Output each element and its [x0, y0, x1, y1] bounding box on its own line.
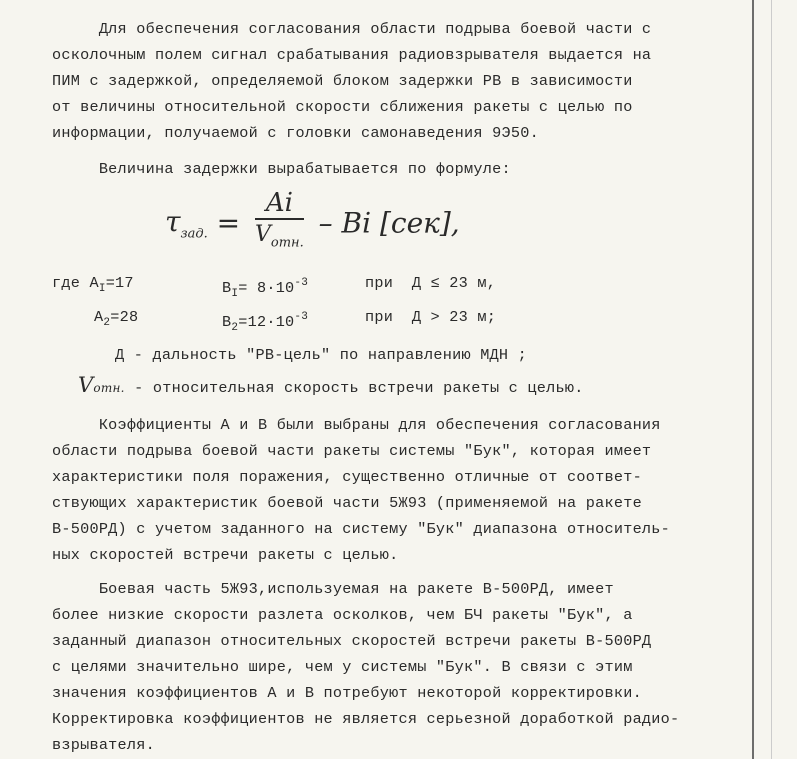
paragraph-line: Коэффициенты А и В были выбраны для обеспечения согласования: [52, 416, 661, 434]
condition-1: при Д ≤ 23 м,: [365, 274, 497, 292]
formula-rest: – Bi [сек],: [318, 206, 460, 240]
delay-formula: $\tau_{зад.}$ = $\frac{Ai}{V_{отн.}}$ – Bi [сек],: [165, 190, 460, 256]
definition-v: Vотн. - относительная скорость встречи ракеты с целью.: [78, 373, 584, 397]
definition-d: Д - дальность "РВ-цель" по направлению МДН ;: [115, 346, 528, 364]
formula-fraction: [255, 190, 304, 256]
paragraph-line: ПИМ с задержкой, определяемой блоком задержки РВ в зависимости: [52, 72, 633, 90]
paragraph-line: ных скоростей встречи ракеты с целью.: [52, 546, 399, 564]
paragraph-line: области подрыва боевой части ракеты системы "Бук", которая имеет: [52, 442, 652, 460]
paragraph-line: с целями значительно шире, чем у системы "Бук". В связи с этим: [52, 658, 633, 676]
paragraph-line: информации, получаемой с головки самонаведения 9Э50.: [52, 124, 539, 142]
page-edge-line: [752, 0, 754, 759]
formula-lhs: $\tau_{зад.}$: [165, 204, 208, 242]
paragraph-line: осколочным полем сигнал срабатывания радиовзрывателя выдается на: [52, 46, 652, 64]
paragraph-line: ствующих характеристик боевой части 5Ж93 (применяемой на ракете: [52, 494, 642, 512]
paragraph-line: заданный диапазон относительных скоростей встречи ракеты В-500РД: [52, 632, 652, 650]
formula-numerator: Ai: [255, 190, 304, 220]
paragraph-line: Для обеспечения согласования области подрыва боевой части с: [52, 20, 652, 38]
formula-denominator: $V_{отн.}$: [255, 222, 304, 251]
paragraph-line: от величины относительной скорости сближения ракеты с целью по: [52, 98, 633, 116]
paragraph-line: взрывателя.: [52, 736, 156, 754]
paragraph-line: Корректировка коэффициентов не является серьезной доработкой радио-: [52, 710, 680, 728]
coefficient-row-1: где $A_I=17$: [52, 274, 134, 295]
coefficient-b-1: $B_I= 8\cdot 10^{-3}$: [222, 277, 309, 300]
paragraph-line: Боевая часть 5Ж93,используемая на ракете В-500РД, имеет: [52, 580, 614, 598]
condition-2: при Д > 23 м;: [365, 308, 497, 326]
paragraph-line: В-500РД) с учетом заданного на систему "Бук" диапазона относитель-: [52, 520, 671, 538]
coefficient-b-2: $B_2=12\cdot 10^{-3}$: [222, 311, 309, 334]
paragraph-line: характеристики поля поражения, существенно отличные от соответ-: [52, 468, 642, 486]
paragraph-line: значения коэффициентов А и В потребуют некоторой корректировки.: [52, 684, 642, 702]
coefficient-row-2: $A_2=28$: [94, 308, 139, 329]
paragraph-line: более низкие скорости разлета осколков, чем БЧ ракеты "Бук", а: [52, 606, 633, 624]
page-edge-shadow: [771, 0, 772, 759]
formula-intro: Величина задержки вырабатывается по формуле:: [52, 160, 511, 178]
